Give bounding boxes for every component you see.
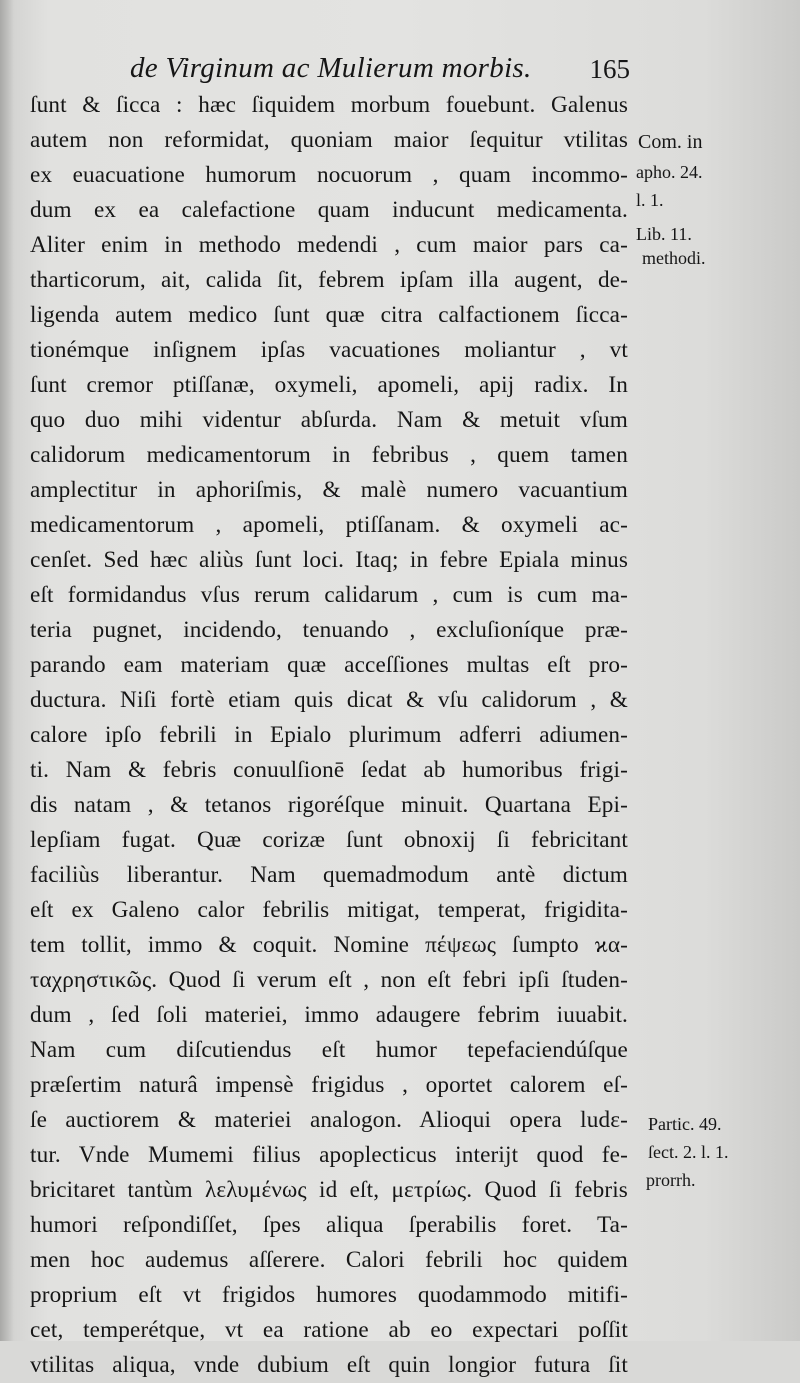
text-line: dum ex ea calefactione quam inducunt medicamenta. <box>30 197 628 223</box>
text-line: vtilitas aliqua, vnde dubium eſt quin longior futura ſit <box>30 1352 628 1378</box>
margin-note-apho: apho. 24. <box>636 162 703 182</box>
text-line: Aliter enim in methodo medendi , cum maior pars ca- <box>30 232 628 258</box>
text-line: quo duo mihi videntur abſurda. Nam & metuit vſum <box>30 407 628 433</box>
text-line: teria pugnet, incidendo, tenuando , excluſioníque præ- <box>30 617 628 643</box>
text-line: cet, temperétque, vt ea ratione ab eo expectari poſſit <box>30 1317 628 1343</box>
text-line: ti. Nam & febris conuulſionē ſedat ab humoribus frigi- <box>30 757 628 783</box>
text-line: eſt formidandus vſus rerum calidarum , cum is cum ma- <box>30 582 628 608</box>
text-line: calore ipſo febrili in Epialo plurimum adferri adiumen- <box>30 722 628 748</box>
text-line: bricitaret tantùm λελυμένως id eſt, μετρίως. Quod ſi febris <box>30 1177 628 1203</box>
text-line: calidorum medicamentorum in febribus , quem tamen <box>30 442 628 468</box>
text-line: dis natam , & tetanos rigoréſque minuit. Quartana Epi- <box>30 792 628 818</box>
text-line: autem non reformidat, quoniam maior ſequitur vtilitas <box>30 127 628 153</box>
text-line: ſe auctiorem & materiei analogon. Alioqui opera ludε- <box>30 1107 628 1133</box>
text-line: ligenda autem medico ſunt quæ citra calfactionem ſicca- <box>30 302 628 328</box>
margin-note-sect: ſect. 2. l. 1. <box>648 1142 729 1162</box>
page-header <box>130 52 630 92</box>
text-line: eſt ex Galeno calor febrilis mitigat, temperat, frigidita- <box>30 897 628 923</box>
text-line: tionémque inſignem ipſas vacuationes moliantur , vt <box>30 337 628 363</box>
text-line: ταχρηστικῶς. Quod ſi verum eſt , non eſt febri ipſi ſtuden- <box>30 967 628 993</box>
page-number: 165 <box>589 54 630 84</box>
text-line: dum , ſed ſoli materiei, immo adaugere febrim iuuabit. <box>30 1002 628 1028</box>
text-line: tem tollit, immo & coquit. Nomine πέψεως ſumpto ϰα- <box>30 932 628 958</box>
text-line: ductura. Niſi fortè etiam quis dicat & vſu calidorum , & <box>30 687 628 713</box>
margin-note-methodi: methodi. <box>642 248 706 268</box>
text-line: tur. Vnde Mumemi filius apoplecticus interijt quod fe- <box>30 1142 628 1168</box>
gutter-shadow <box>0 0 14 1341</box>
text-line: proprium eſt vt frigidos humores quodammodo mitifi- <box>30 1282 628 1308</box>
marginal-notes <box>636 0 800 1341</box>
margin-note-com-in: Com. in <box>638 131 703 153</box>
text-line: humori reſpondiſſet, ſpes aliqua ſperabilis foret. Ta- <box>30 1212 628 1238</box>
text-line: ex euacuatione humorum nocuorum , quam incommo- <box>30 162 628 188</box>
text-line: cenſet. Sed hæc aliùs ſunt loci. Itaq; in febre Epiala minus <box>30 547 628 573</box>
text-line: tharticorum, ait, calida ſit, febrem ipſam illa augent, de- <box>30 267 628 293</box>
text-line: parando eam materiam quæ acceſſiones multas eſt pro- <box>30 652 628 678</box>
bleed-through-shadow <box>654 360 794 840</box>
text-line: faciliùs liberantur. Nam quemadmodum antè dictum <box>30 862 628 888</box>
margin-note-prorrh: prorrh. <box>646 1170 696 1190</box>
text-line: ſunt cremor ptiſſanæ, oxymeli, apomeli, apij radix. In <box>30 372 628 398</box>
text-line: medicamentorum , apomeli, ptiſſanam. & oxymeli ac- <box>30 512 628 538</box>
text-line: Nam cum diſcutiendus eſt humor tepefaciendúſque <box>30 1037 628 1063</box>
text-line: lepſiam fugat. Quæ corizæ ſunt obnoxij ſi febricitant <box>30 827 628 853</box>
text-line: men hoc audemus aſſerere. Calori febrili hoc quidem <box>30 1247 628 1273</box>
running-title: de Virginum ac Mulierum morbis. <box>130 52 532 84</box>
text-line: præſertim naturâ impensè frigidus , oportet calorem eſ- <box>30 1072 628 1098</box>
margin-note-l1: l. 1. <box>636 190 664 210</box>
margin-note-partic: Partic. 49. <box>648 1114 722 1134</box>
margin-note-lib: Lib. 11. <box>636 224 692 244</box>
main-text-block <box>30 88 628 1383</box>
text-line: amplectitur in aphoriſmis, & malè numero vacuantium <box>30 477 628 503</box>
text-line: ſunt & ſicca : hæc ſiquidem morbum fouebunt. Galenus <box>30 92 628 118</box>
